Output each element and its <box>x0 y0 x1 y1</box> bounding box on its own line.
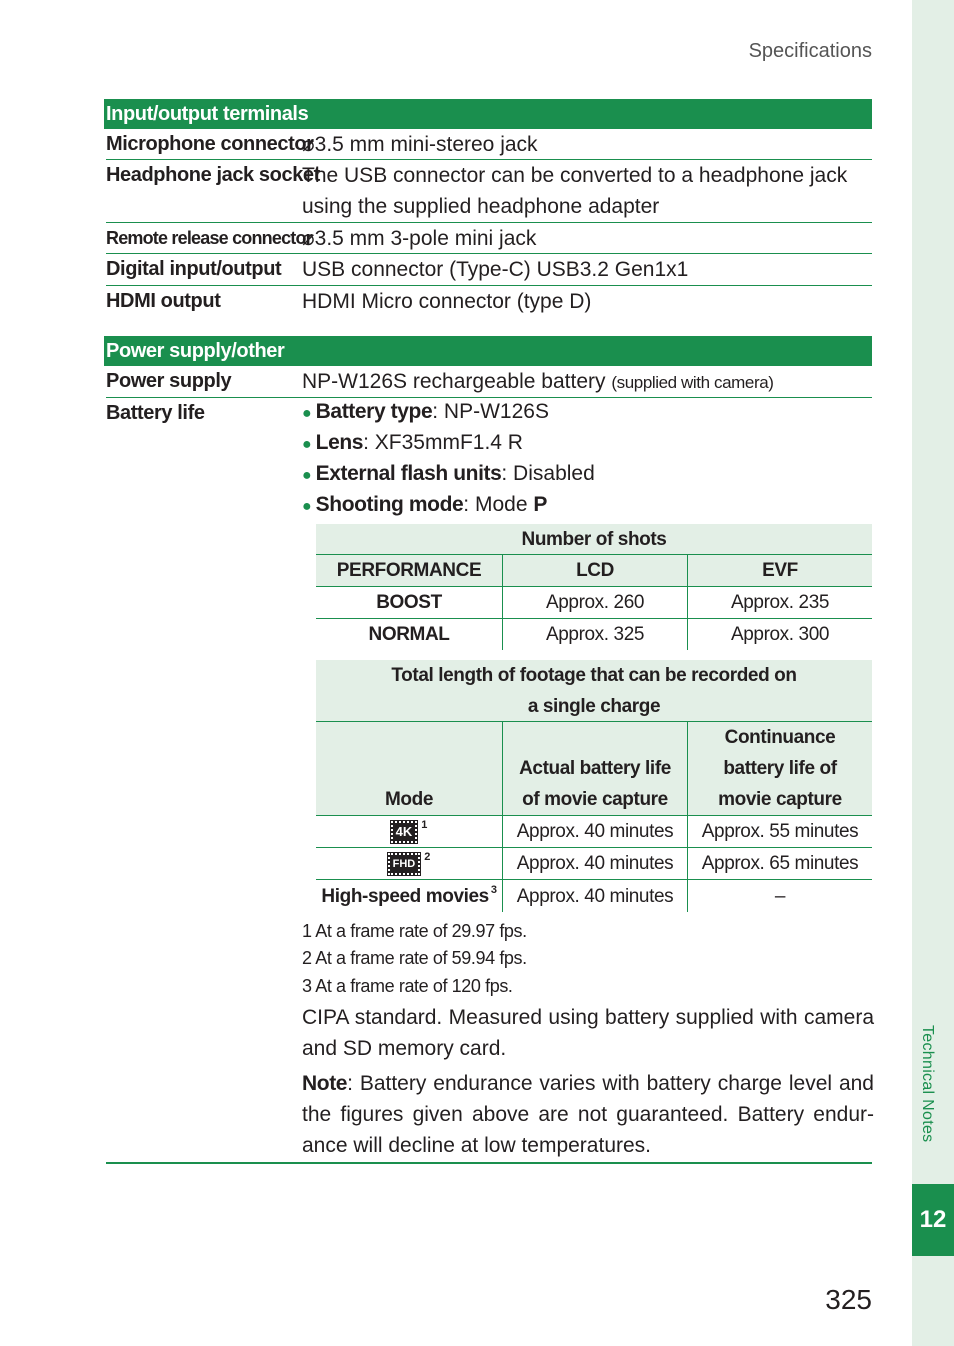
shots-row-evf: Approx. 300 <box>687 619 872 650</box>
chapter-tab[interactable]: 12 <box>912 1184 954 1256</box>
cipa-paragraph: CIPA standard. Measured using battery supplied with camera and SD memory card. <box>302 1006 874 1060</box>
section-end-rule <box>106 1162 872 1164</box>
footage-table-title <box>316 660 872 722</box>
bullet-key: Battery type <box>315 400 433 423</box>
bullet-value-bold: P <box>533 493 548 516</box>
spec-value: USB connector (Type-C) USB3.2 Gen1x1 <box>302 258 689 281</box>
page-number: 325 <box>825 1284 872 1315</box>
footnote-ref: 3 <box>490 883 497 896</box>
bullet-dot-icon: ● <box>302 498 312 515</box>
bullet-dot-icon: ● <box>302 405 312 422</box>
4k-movie-icon: 4K <box>391 821 418 843</box>
footage-row-actual: Approx. 40 minutes <box>502 848 687 880</box>
section-heading-io: Input/output terminals <box>104 99 872 129</box>
footage-header-continuance <box>687 722 872 816</box>
spec-label: Microphone connector <box>106 133 314 155</box>
footnote: 1 At a frame rate of 29.97 fps. <box>302 921 527 941</box>
shots-table-title: Number of shots <box>316 524 872 555</box>
bullet-value: : XF35mmF1.4 R <box>363 431 523 454</box>
footage-row-mode <box>316 848 502 880</box>
bullet-key: Shooting mode <box>315 493 464 516</box>
footnote: 3 At a frame rate of 120 fps. <box>302 976 513 996</box>
spec-value: ⌀3.5 mm mini-stereo jack <box>302 133 538 156</box>
running-header: Specifications <box>748 40 872 62</box>
shots-row-mode: NORMAL <box>368 624 450 645</box>
spec-row <box>106 286 872 316</box>
shots-header-evf: EVF <box>687 555 872 587</box>
bullet-key: External flash units <box>315 462 502 485</box>
power-supply-value: NP-W126S rechargeable battery <box>302 370 606 393</box>
footage-title-line2: a single charge <box>527 695 661 717</box>
footnote: 2 At a frame rate of 59.94 fps. <box>302 948 527 968</box>
spec-row <box>106 129 872 160</box>
fhd-movie-icon: FHD <box>388 853 421 875</box>
footage-row-mode <box>316 880 502 912</box>
spec-label: Power supply <box>106 370 232 392</box>
note-paragraph <box>302 1068 874 1161</box>
chapter-side-label: Technical Notes <box>919 1025 936 1143</box>
footage-header-actual-line2: of movie capture <box>522 789 668 810</box>
footage-header-mode: Mode <box>316 722 502 816</box>
spec-value <box>302 366 774 398</box>
bullet-item <box>302 397 549 429</box>
bullet-value: : Disabled <box>501 462 595 485</box>
footage-row-mode <box>316 816 502 848</box>
footage-row-actual: Approx. 40 minutes <box>502 880 687 912</box>
shots-table <box>316 524 872 650</box>
spec-label: Battery life <box>106 402 205 424</box>
footage-header-cont-line2: battery life of <box>723 758 837 779</box>
spec-label: HDMI output <box>106 290 221 312</box>
shots-row-mode: BOOST <box>316 587 502 619</box>
spec-label: Digital input/output <box>106 258 282 280</box>
footage-header-cont-line1: Continuance <box>724 727 836 748</box>
footage-row-cont: – <box>687 880 872 912</box>
footage-header-cont-line3: movie capture <box>718 789 842 810</box>
shots-row-lcd: Approx. 260 <box>502 587 687 619</box>
bullet-item <box>302 428 523 460</box>
spec-row <box>106 223 872 254</box>
spec-row <box>106 366 872 398</box>
bullet-dot-icon: ● <box>302 467 312 484</box>
spec-value: HDMI Micro connector (type D) <box>302 290 592 313</box>
footage-header-actual <box>502 722 687 816</box>
spec-row <box>106 254 872 286</box>
footage-table <box>316 660 872 912</box>
spec-row <box>106 160 872 223</box>
bullet-value: : Mode <box>463 493 534 516</box>
shots-header-lcd: LCD <box>502 555 687 587</box>
spec-label: Headphone jack socket <box>106 164 320 186</box>
bullet-dot-icon: ● <box>302 436 312 453</box>
footage-header-actual-line1: Actual battery life <box>519 758 671 779</box>
bullet-value: : NP-W126S <box>432 400 549 423</box>
spec-value-line2: using the supplied headphone adapter <box>302 195 660 218</box>
bullet-item <box>302 459 595 491</box>
spec-value: ⌀3.5 mm 3-pole mini jack <box>302 227 537 250</box>
footage-row-cont: Approx. 65 minutes <box>687 848 872 880</box>
shots-row-lcd: Approx. 325 <box>502 619 687 650</box>
spec-value-line1: The USB connector can be converted to a headphone jack <box>302 164 848 187</box>
shots-row-evf: Approx. 235 <box>687 587 872 619</box>
spec-label: Remote release connector <box>106 228 312 248</box>
bullet-key: Lens <box>315 431 364 454</box>
shots-header-performance: PERFORMANCE <box>316 555 502 587</box>
footnote-ref: 1 <box>421 819 428 831</box>
note-text: : Battery endurance varies with battery charge level and the figures given above are not guaranteed. Battery endurance will decline at low temperatures. <box>302 1072 874 1157</box>
footage-row-actual: Approx. 40 minutes <box>502 816 687 848</box>
note-label: Note <box>302 1072 348 1095</box>
high-speed-movies-label: High-speed movies <box>321 885 489 907</box>
footage-row-cont: Approx. 55 minutes <box>687 816 872 848</box>
bullet-item <box>302 490 547 522</box>
section-heading-power: Power supply/other <box>104 336 872 366</box>
footnote-ref: 2 <box>424 851 431 863</box>
power-supply-note: (supplied with camera) <box>611 373 774 392</box>
footage-title-line1: Total length of footage that can be recorded on <box>391 664 797 686</box>
